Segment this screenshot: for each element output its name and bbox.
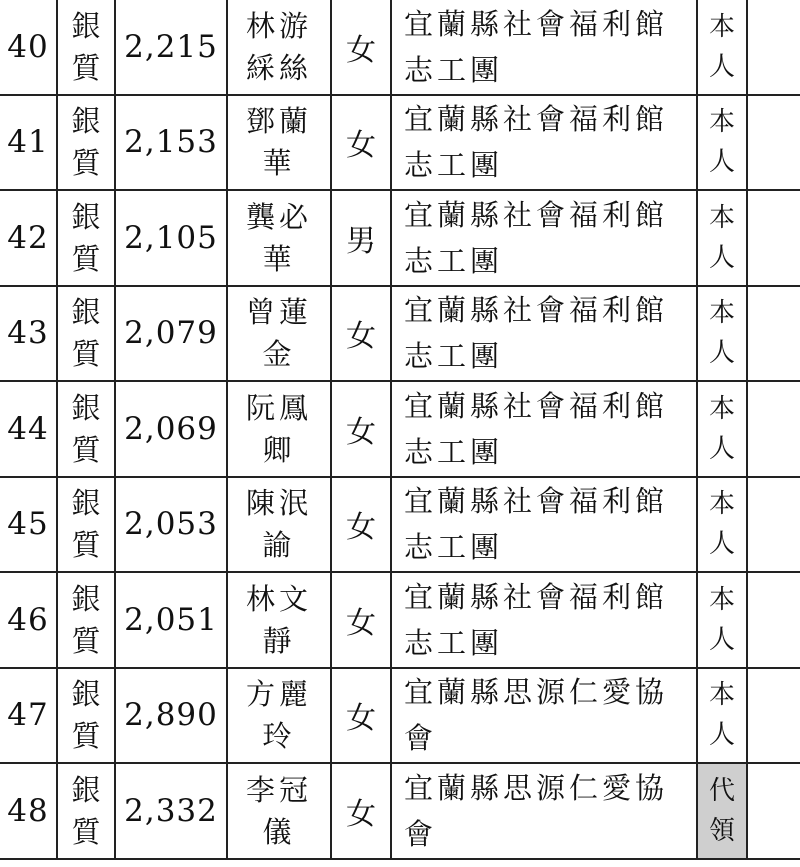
volunteer-name-line-2: 華: [262, 146, 296, 181]
award-level-line-2: 質: [71, 719, 101, 754]
volunteer-name-line-2: 華: [262, 241, 296, 276]
award-level-line-1: 銀: [71, 104, 101, 139]
service-hours: 2,153: [115, 95, 227, 191]
extra-column: [747, 190, 800, 286]
volunteer-name-line-1: 曾蓮: [245, 295, 312, 330]
receiver: [697, 763, 747, 859]
receiver: [697, 477, 747, 573]
service-unit: [391, 381, 697, 477]
row-number: 48: [0, 763, 57, 859]
service-unit-line-1: 宜蘭縣社會福利館: [404, 102, 669, 137]
gender: 女: [331, 668, 391, 764]
service-unit-line-2: 志工團: [404, 625, 504, 660]
receiver-line-2: 人: [708, 720, 735, 751]
award-level-line-1: 銀: [71, 295, 101, 330]
receiver-line-1: 代: [708, 775, 735, 806]
receiver-line-1: 本: [708, 298, 735, 329]
service-hours: 2,215: [115, 0, 227, 95]
service-unit-line-1: 宜蘭縣社會福利館: [404, 197, 669, 232]
table-row: [0, 763, 800, 859]
service-unit-line-1: 宜蘭縣社會福利館: [404, 388, 669, 423]
volunteer-name-line-1: 龔必: [245, 199, 312, 234]
receiver-line-2: 人: [708, 242, 735, 273]
service-hours: 2,079: [115, 286, 227, 382]
service-hours: 2,051: [115, 572, 227, 668]
service-unit-line-1: 宜蘭縣思源仁愛協: [404, 770, 669, 805]
award-level: [57, 381, 115, 477]
extra-column: [747, 477, 800, 573]
award-level: [57, 572, 115, 668]
award-level-line-1: 銀: [71, 486, 101, 521]
volunteer-name-line-1: 鄧蘭: [245, 104, 312, 139]
service-unit-line-1: 宜蘭縣社會福利館: [404, 484, 669, 519]
extra-column: [747, 763, 800, 859]
gender: 女: [331, 572, 391, 668]
row-number: 44: [0, 381, 57, 477]
volunteer-name-line-1: 林游: [245, 8, 312, 43]
service-unit-line-1: 宜蘭縣社會福利館: [404, 293, 669, 328]
service-hours: 2,105: [115, 190, 227, 286]
gender: 女: [331, 95, 391, 191]
award-level-line-2: 質: [71, 337, 101, 372]
table-row: [0, 286, 800, 382]
extra-column: [747, 381, 800, 477]
service-hours: 2,890: [115, 668, 227, 764]
receiver-line-2: 人: [708, 147, 735, 178]
service-unit-line-2: 志工團: [404, 148, 504, 183]
receiver-line-2: 人: [708, 624, 735, 655]
receiver-line-1: 本: [708, 107, 735, 138]
volunteer-name: [227, 0, 331, 95]
service-unit: [391, 477, 697, 573]
gender: 女: [331, 0, 391, 95]
gender: 女: [331, 286, 391, 382]
receiver: [697, 0, 747, 95]
receiver-line-1: 本: [708, 584, 735, 615]
extra-column: [747, 572, 800, 668]
award-level: [57, 0, 115, 95]
award-level-line-2: 質: [71, 623, 101, 658]
volunteer-name: [227, 286, 331, 382]
table-row: [0, 572, 800, 668]
volunteer-name: [227, 190, 331, 286]
volunteer-name-line-2: 儀: [262, 814, 296, 849]
service-unit-line-2: 志工團: [404, 530, 504, 565]
table-row: [0, 381, 800, 477]
extra-column: [747, 95, 800, 191]
award-level: [57, 190, 115, 286]
table-row: [0, 95, 800, 191]
row-number: 40: [0, 0, 57, 95]
receiver-line-1: 本: [708, 680, 735, 711]
volunteer-name-line-2: 靜: [262, 623, 296, 658]
volunteer-name-line-2: 金: [262, 337, 296, 372]
volunteer-name-line-1: 李冠: [245, 772, 312, 807]
service-unit-line-2: 志工團: [404, 52, 504, 87]
service-unit-line-2: 志工團: [404, 339, 504, 374]
receiver-line-1: 本: [708, 202, 735, 233]
receiver-line-2: 人: [708, 529, 735, 560]
volunteer-name-line-1: 阮鳳: [245, 390, 312, 425]
receiver-line-1: 本: [708, 11, 735, 42]
service-hours: 2,053: [115, 477, 227, 573]
service-unit-line-2: 志工團: [404, 243, 504, 278]
award-level-line-2: 質: [71, 50, 101, 85]
table-row: [0, 668, 800, 764]
receiver: [697, 286, 747, 382]
volunteer-name-line-2: 卿: [262, 432, 296, 467]
gender: 女: [331, 381, 391, 477]
service-unit: [391, 286, 697, 382]
award-level: [57, 95, 115, 191]
award-level-line-2: 質: [71, 146, 101, 181]
volunteer-name: [227, 668, 331, 764]
volunteer-name-line-1: 陳泯: [245, 486, 312, 521]
volunteer-name: [227, 95, 331, 191]
service-unit: [391, 763, 697, 859]
award-level-line-1: 銀: [71, 390, 101, 425]
extra-column: [747, 0, 800, 95]
volunteer-name-line-2: 綵絲: [245, 50, 312, 85]
volunteer-name: [227, 572, 331, 668]
row-number: 43: [0, 286, 57, 382]
service-hours: 2,069: [115, 381, 227, 477]
table-row: [0, 190, 800, 286]
volunteer-name-line-1: 方麗: [245, 677, 312, 712]
receiver-line-2: 領: [708, 815, 735, 846]
service-unit-line-1: 宜蘭縣思源仁愛協: [404, 675, 669, 710]
award-level-line-2: 質: [71, 528, 101, 563]
receiver: [697, 381, 747, 477]
volunteer-name-line-1: 林文: [245, 581, 312, 616]
service-unit: [391, 668, 697, 764]
extra-column: [747, 286, 800, 382]
award-level-line-1: 銀: [71, 772, 101, 807]
service-unit: [391, 572, 697, 668]
gender: 女: [331, 763, 391, 859]
table-row: [0, 0, 800, 95]
receiver-line-2: 人: [708, 51, 735, 82]
volunteer-name: [227, 477, 331, 573]
volunteer-name-line-2: 玲: [262, 719, 296, 754]
receiver: [697, 668, 747, 764]
gender: 男: [331, 190, 391, 286]
award-level: [57, 477, 115, 573]
volunteer-name: [227, 763, 331, 859]
service-unit-line-2: 會: [404, 816, 438, 851]
award-level-line-1: 銀: [71, 677, 101, 712]
award-level-line-1: 銀: [71, 199, 101, 234]
service-unit-line-1: 宜蘭縣社會福利館: [404, 579, 669, 614]
receiver: [697, 572, 747, 668]
award-level-line-1: 銀: [71, 8, 101, 43]
extra-column: [747, 668, 800, 764]
receiver-line-1: 本: [708, 489, 735, 520]
receiver-line-2: 人: [708, 338, 735, 369]
award-level-line-2: 質: [71, 814, 101, 849]
table-row: [0, 477, 800, 573]
service-unit-line-2: 會: [404, 721, 438, 756]
row-number: 45: [0, 477, 57, 573]
receiver-line-1: 本: [708, 393, 735, 424]
service-unit: [391, 190, 697, 286]
gender: 女: [331, 477, 391, 573]
award-level: [57, 286, 115, 382]
award-level: [57, 763, 115, 859]
receiver: [697, 95, 747, 191]
row-number: 46: [0, 572, 57, 668]
receiver-line-2: 人: [708, 433, 735, 464]
row-number: 47: [0, 668, 57, 764]
volunteer-name: [227, 381, 331, 477]
row-number: 42: [0, 190, 57, 286]
award-level-line-1: 銀: [71, 581, 101, 616]
service-unit: [391, 95, 697, 191]
service-unit-line-1: 宜蘭縣社會福利館: [404, 6, 669, 41]
volunteer-name-line-2: 諭: [262, 528, 296, 563]
row-number: 41: [0, 95, 57, 191]
service-hours: 2,332: [115, 763, 227, 859]
award-level-line-2: 質: [71, 241, 101, 276]
award-level: [57, 668, 115, 764]
receiver: [697, 190, 747, 286]
award-level-line-2: 質: [71, 432, 101, 467]
service-unit: [391, 0, 697, 95]
service-unit-line-2: 志工團: [404, 434, 504, 469]
